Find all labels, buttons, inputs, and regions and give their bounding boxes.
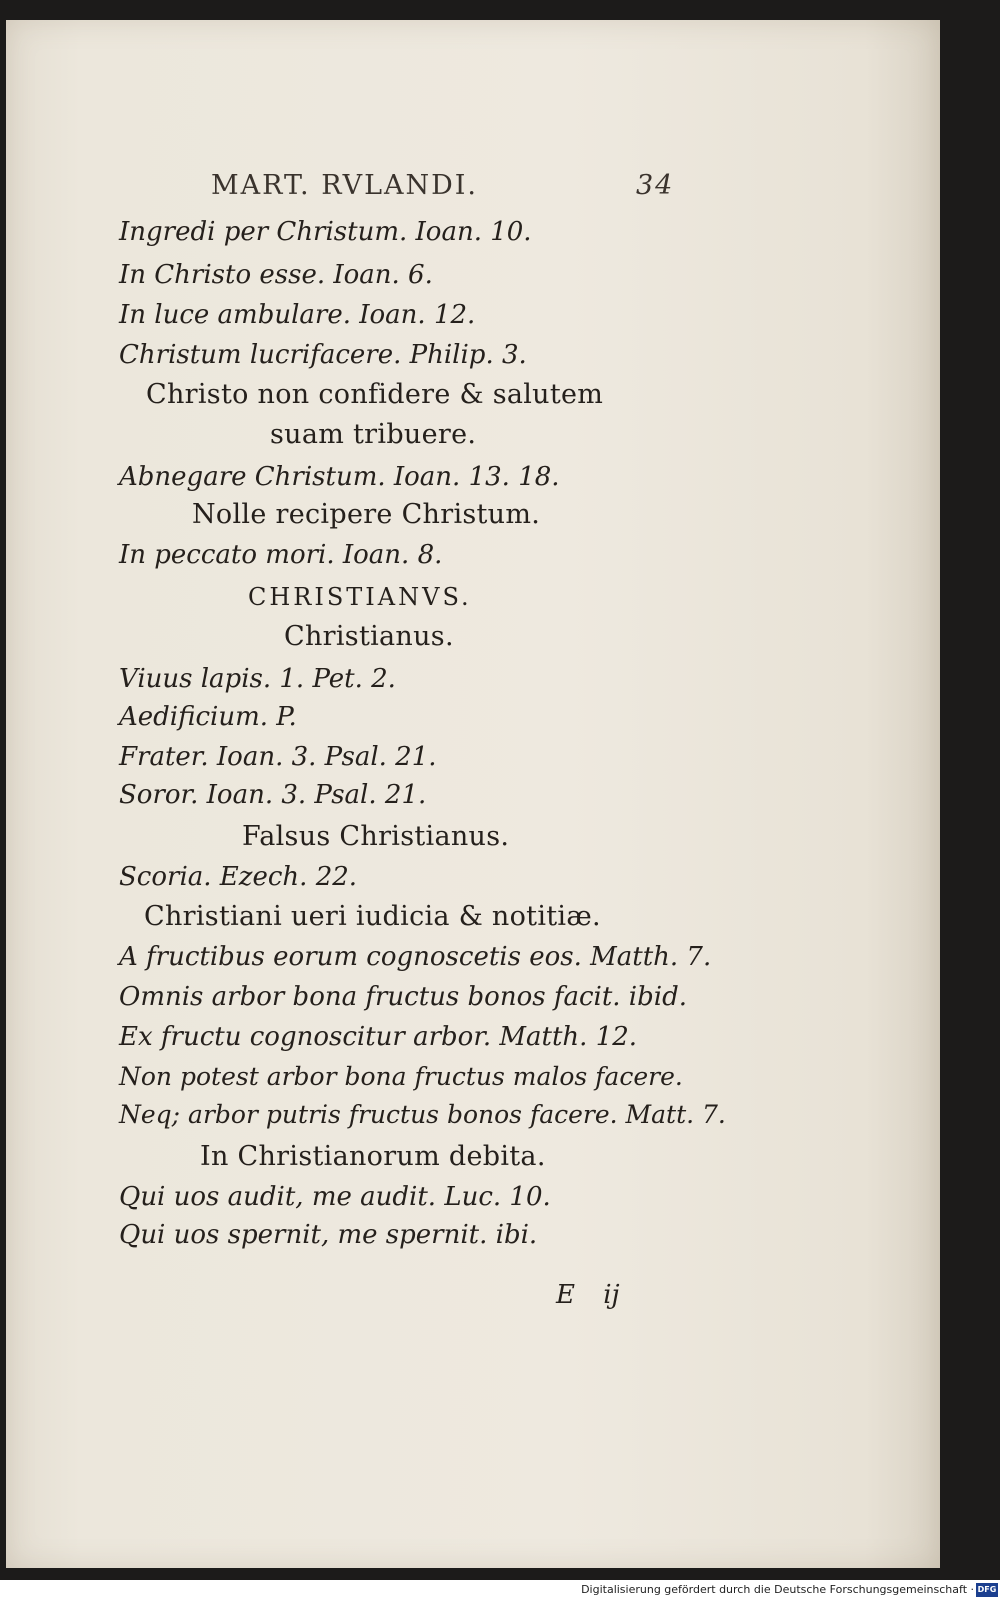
subheading: In Christianorum debita. [200,1141,546,1172]
text-line: suam tribuere. [270,419,477,450]
text-line: Ex fructu cognoscitur arbor. Matth. 12. [119,1022,638,1052]
text-line: Qui uos audit, me audit. Luc. 10. [119,1182,551,1212]
text-line: A fructibus eorum cognoscetis eos. Matth. 7. [119,942,712,972]
text-line: In luce ambulare. Ioan. 12. [119,300,476,330]
text-line: Nolle recipere Christum. [192,499,541,530]
text-line: Frater. Ioan. 3. Psal. 21. [119,742,437,772]
text-line: Christo non confidere & salutem [146,379,604,410]
subheading: Christiani ueri iudicia & notitiæ. [144,901,601,932]
text-line: Ingredi per Christum. Ioan. 10. [119,217,532,247]
book-page [6,20,940,1568]
text-line: Viuus lapis. 1. Pet. 2. [119,664,396,694]
running-head: MART. RVLANDI. [211,170,479,201]
text-line: Abnegare Christum. Ioan. 13. 18. [119,462,560,492]
dfg-logo-icon: DFG [976,1583,998,1597]
text-line: Scoria. Ezech. 22. [119,862,358,892]
text-line: Neq; arbor putris fructus bonos facere. Matt. 7. [119,1100,726,1129]
text-line: In peccato mori. Ioan. 8. [119,540,443,570]
text-line: Soror. Ioan. 3. Psal. 21. [119,780,427,810]
text-line: In Christo esse. Ioan. 6. [119,260,433,290]
signature-mark: E ij [556,1280,620,1310]
footer-bar [0,1580,1000,1601]
text-line: Christum lucrifacere. Philip. 3. [119,340,527,370]
text-line: Qui uos spernit, me spernit. ibi. [119,1220,538,1250]
section-heading: CHRISTIANVS. [248,583,472,611]
subheading: Christianus. [284,621,454,652]
page-header [211,170,681,210]
page-number: 34 [636,170,675,201]
text-line: Non potest arbor bona fructus malos facere. [119,1062,683,1091]
text-line: Aedificium. P. [119,702,297,732]
subheading: Falsus Christianus. [242,821,510,852]
funding-credit: Digitalisierung gefördert durch die Deutsche Forschungsgemeinschaft · [581,1583,974,1596]
text-line: Omnis arbor bona fructus bonos facit. ibid. [119,982,687,1012]
